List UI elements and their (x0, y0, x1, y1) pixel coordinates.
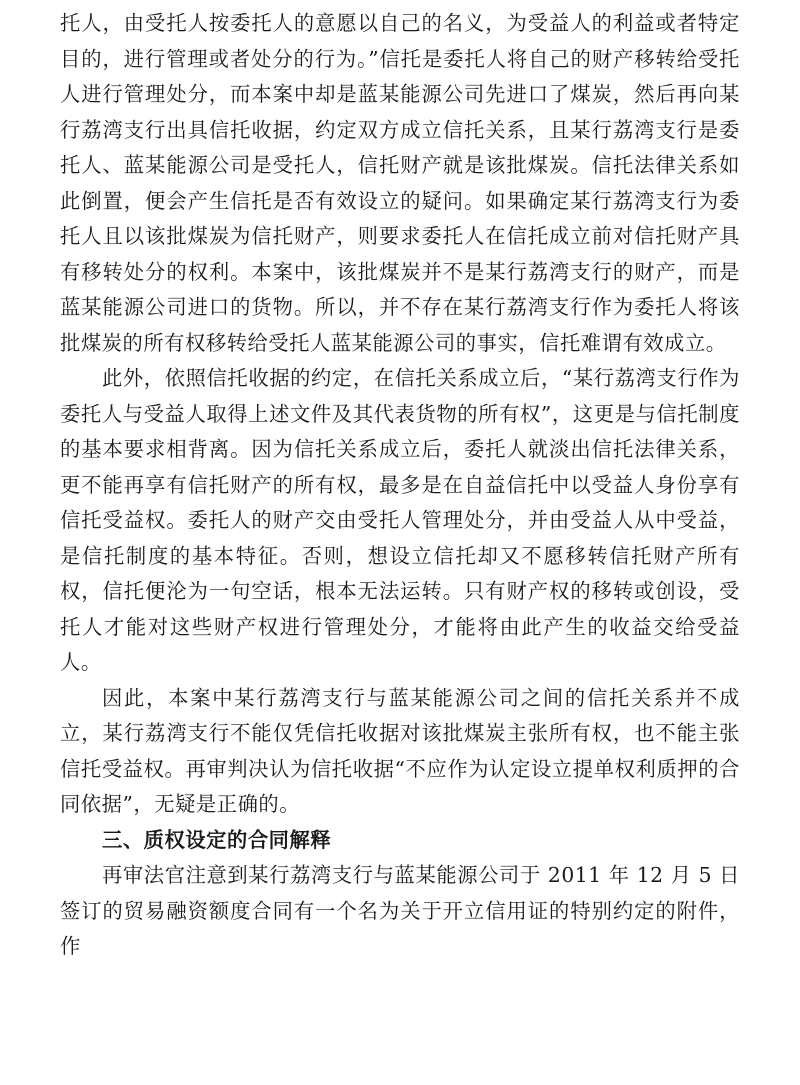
section-heading: 三、质权设定的合同解释 (102, 827, 332, 852)
body-paragraph-3: 因此，本案中某行荔湾支行与蓝某能源公司之间的信托关系并不成立，某行荔湾支行不能仅凭信托收据对该批煤炭主张所有权，也不能主张信托受益权。再审判决认为信托收据“不应作为认定设立提单权利质押的合同依据”，无疑是正确的。 (60, 685, 740, 816)
body-paragraph-1: 托人，由受托人按委托人的意愿以自己的名义，为受益人的利益或者特定目的，进行管理或者处分的行为。”信托是委托人将自己的财产移转给受托人进行管理处分，而本案中却是蓝某能源公司先进口了煤炭，然后再向某行荔湾支行出具信托收据，约定双方成立信托关系，且某行荔湾支行是委托人、蓝某能源公司是受托人，信托财产就是该批煤炭。信托法律关系如此倒置，便会产生信托是否有效设立的疑问。如果确定某行荔湾支行为委托人且以该批煤炭为信托财产，则要求委托人在信托成立前对信托财产具有移转处分的权利。本案中，该批煤炭并不是某行荔湾支行的财产，而是蓝某能源公司进口的货物。所以，并不存在某行荔湾支行作为委托人将该批煤炭的所有权移转给受托人蓝某能源公司的事实，信托难谓有效成立。 (60, 11, 740, 355)
body-paragraph-2: 此外，依照信托收据的约定，在信托关系成立后，“某行荔湾支行作为委托人与受益人取得上述文件及其代表货物的所有权”，这更是与信托制度的基本要求相背离。因为信托关系成立后，委托人就淡出信托法律关系，更不能再享有信托财产的所有权，最多是在自益信托中以受益人身份享有信托受益权。委托人的财产交由受托人管理处分，并由受益人从中受益，是信托制度的基本特征。否则，想设立信托却又不愿移转信托财产所有权，信托便沦为一句空话，根本无法运转。只有财产权的移转或创设，受托人才能对这些财产权进行管理处分，才能将由此产生的收益交给受益人。 (60, 366, 740, 674)
body-paragraph-4: 再审法官注意到某行荔湾支行与蓝某能源公司于 2011 年 12 月 5 日签订的贸易融资额度合同有一个名为关于开立信用证的特别约定的附件，作 (60, 863, 740, 958)
